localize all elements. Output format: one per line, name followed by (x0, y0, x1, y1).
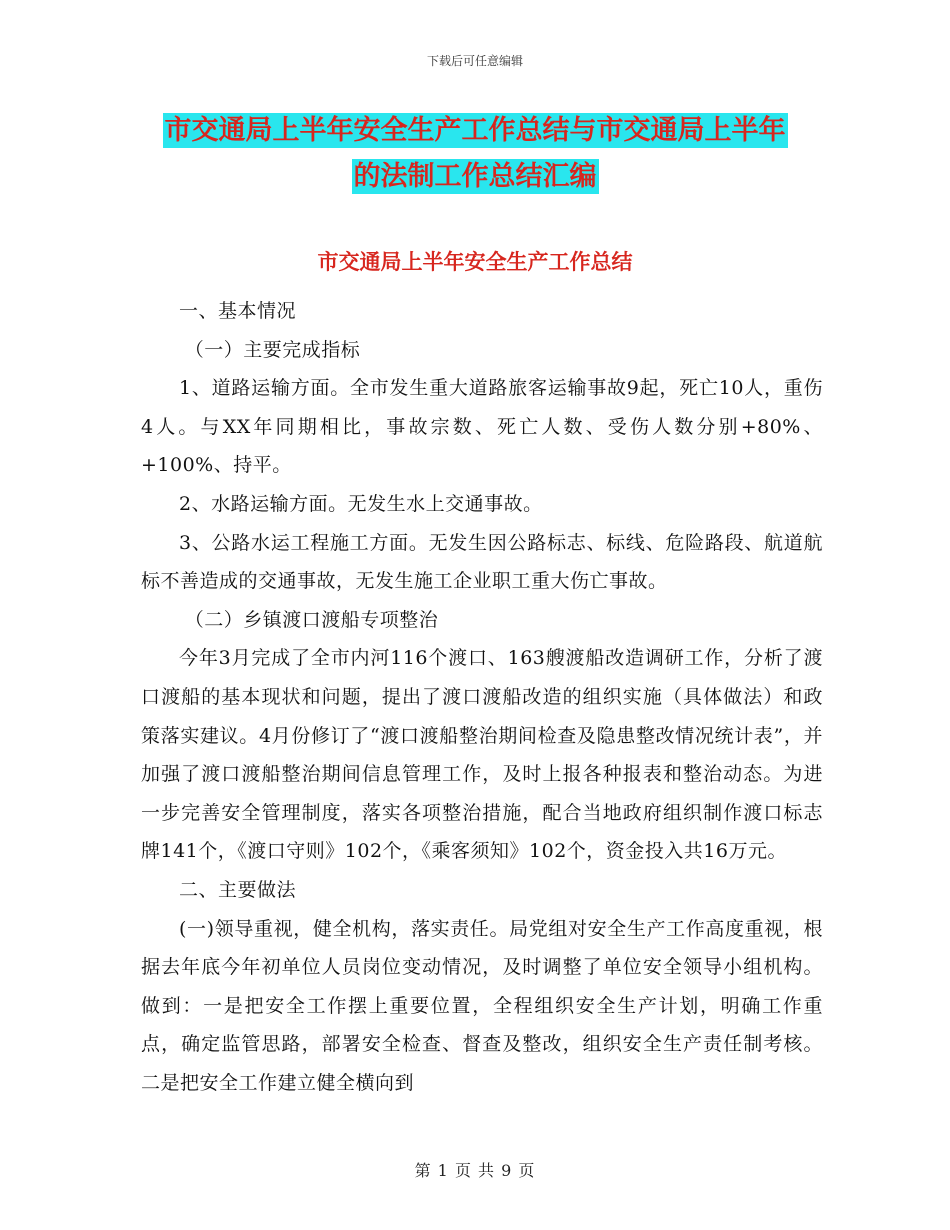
heading-basic-situation: 一、基本情况 (179, 300, 297, 322)
paragraph-road-transport: 1、道路运输方面。全市发生重大道路旅客运输事故9起，死亡10人，重伤4人。与XX年同期相比，事故宗数、死亡人数、受伤人数分别+80%、+100%、持平。 (141, 377, 823, 477)
subheading-main-indicators: （一）主要完成指标 (184, 338, 361, 361)
document-title (0, 108, 950, 200)
heading-main-practices: 二、主要做法 (179, 878, 297, 901)
subheading-ferry-rectification: （二）乡镇渡口渡船专项整治 (184, 608, 439, 631)
title-line-1: 市交通局上半年安全生产工作总结与市交通局上半年 (164, 115, 786, 146)
paragraph-water-transport: 2、水路运输方面。无发生水上交通事故。 (179, 492, 543, 515)
page-number-footer: 第 1 页 共 9 页 (414, 1161, 536, 1180)
document-body (141, 292, 823, 1102)
paragraph-leadership: (一)领导重视，健全机构，落实责任。局党组对安全生产工作高度重视，根据去年底今年初单位人员岗位变动情况，及时调整了单位安全领导小组机构。做到：一是把安全工作摆上重要位置，全程组织安全生产计划，明确工作重点，确定监管思路，部署安全检查、督查及整改，组织安全生产责任制考核。二是把安全工作建立健全横向到 (141, 917, 823, 1094)
paragraph-ferry-work: 今年3月完成了全市内河116个渡口、163艘渡船改造调研工作，分析了渡口渡船的基本现状和问题，提出了渡口渡船改造的组织实施（具体做法）和政策落实建议。4月份修订了“渡口渡船整治期间检查及隐患整改情况统计表”，并加强了渡口渡船整治期间信息管理工作，及时上报各种报表和整治动态。为进一步完善安全管理制度，落实各项整治措施，配合当地政府组织制作渡口标志牌141个，《渡口守则》102个，《乘客须知》102个，资金投入共16万元。 (141, 647, 823, 863)
paragraph-construction: 3、公路水运工程施工方面。无发生因公路标志、标线、危险路段、航道航标不善造成的交通事故，无发生施工企业职工重大伤亡事故。 (141, 531, 823, 593)
section-title: 市交通局上半年安全生产工作总结 (317, 250, 633, 274)
title-line-2: 的法制工作总结汇编 (353, 161, 597, 192)
header-note: 下载后可任意编辑 (426, 54, 523, 68)
